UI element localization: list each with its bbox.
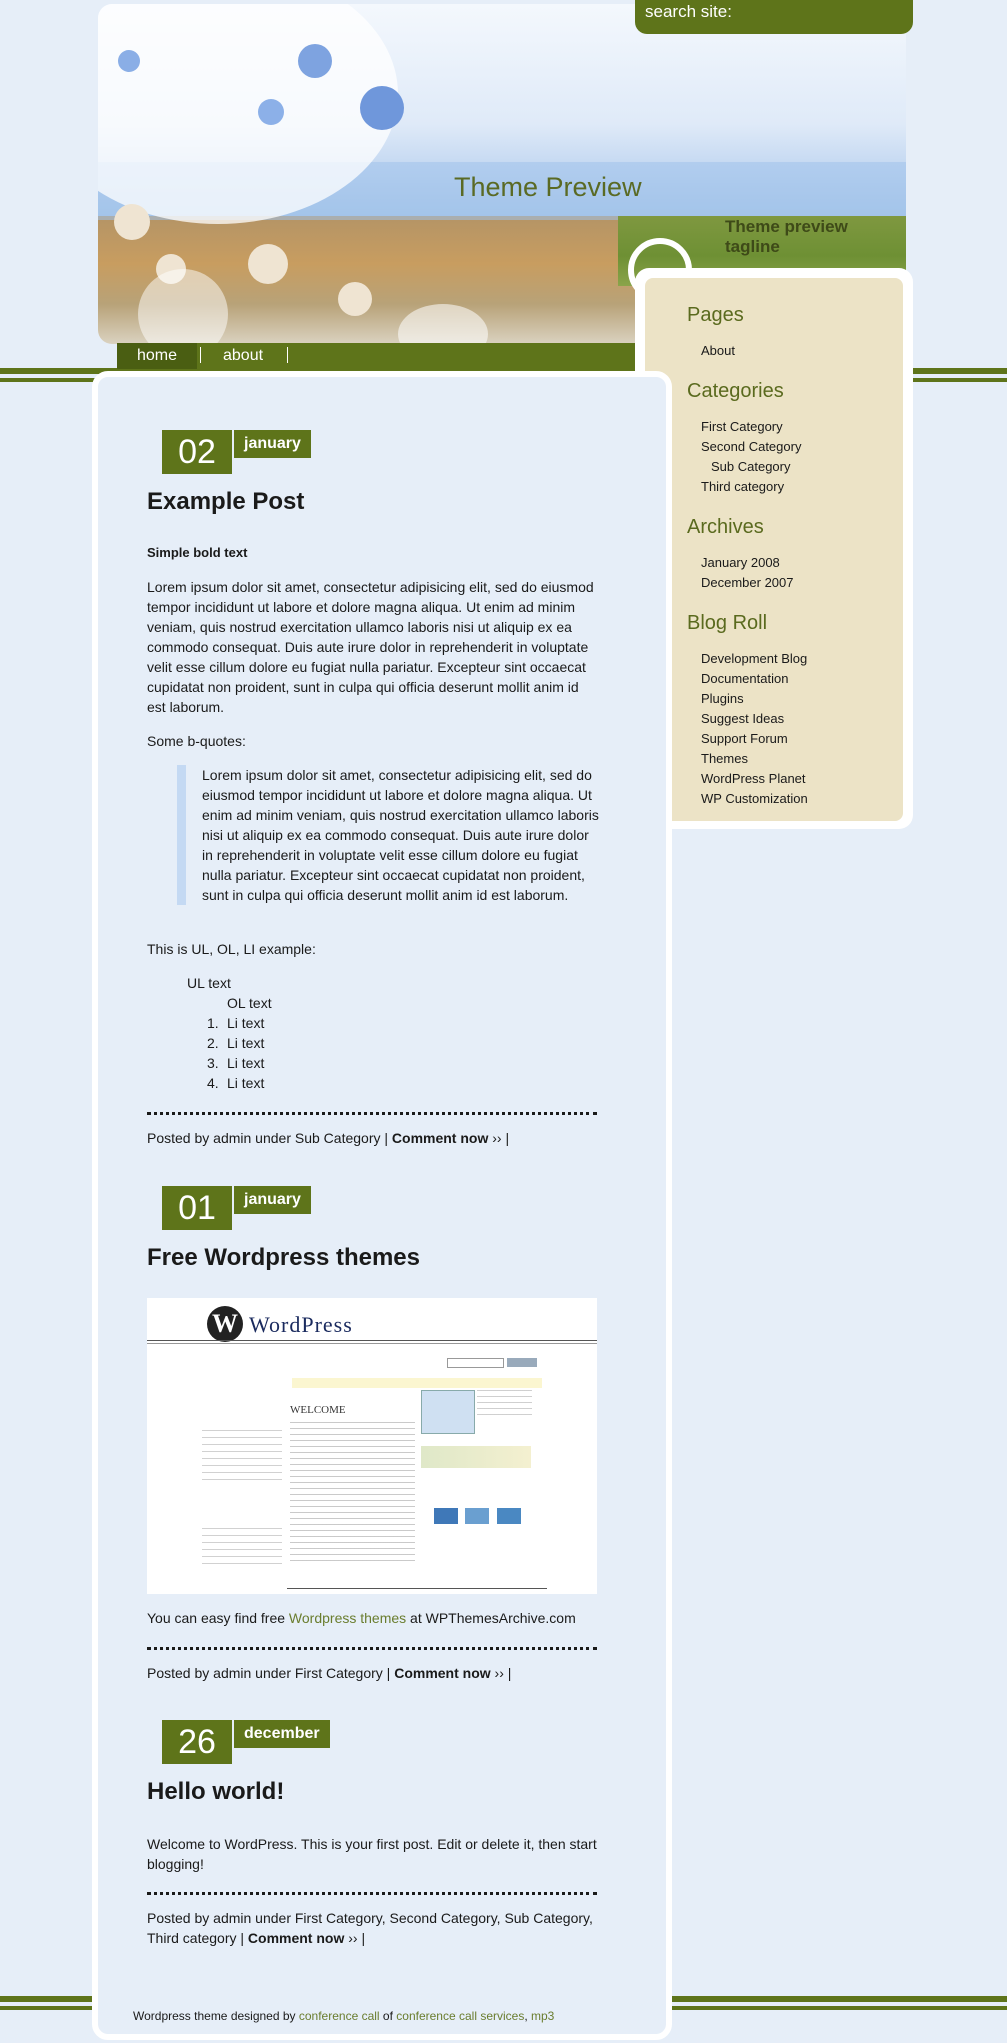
list-label: This is UL, OL, LI example: [147, 941, 316, 957]
quotes-label: Some b-quotes: [147, 733, 246, 749]
list-item: Li text [227, 1035, 265, 1051]
list-item: Li text [227, 1055, 265, 1071]
post-title[interactable]: Hello world! [147, 1778, 285, 1805]
post-meta [147, 1663, 599, 1683]
list-item: Li text [227, 1015, 265, 1031]
screenshot-thumb [465, 1508, 489, 1524]
post-month: january [234, 430, 311, 458]
screenshot-text-block [290, 1422, 415, 1562]
sidebar-item-plugins[interactable]: Plugins [701, 691, 744, 706]
post-meta-suffix: ›› | [344, 1930, 366, 1946]
screenshot-admin-thumb [421, 1390, 475, 1434]
post-divider [147, 1647, 597, 1650]
screenshot-rule [147, 1340, 597, 1341]
post-month: january [234, 1186, 311, 1214]
post-divider [147, 1892, 597, 1895]
wordpress-screenshot-image [147, 1298, 597, 1594]
screenshot-text-block [477, 1390, 532, 1420]
sidebar-item-sub-category[interactable]: Sub Category [711, 459, 791, 474]
search-box [635, 0, 913, 34]
sidebar-item-support-forum[interactable]: Support Forum [701, 731, 788, 746]
nav-home[interactable]: home [117, 343, 197, 369]
sidebar-item-third-category[interactable]: Third category [701, 479, 785, 494]
sidebar-archives-title: Archives [687, 516, 764, 538]
list-number: 3. [207, 1055, 219, 1071]
ol-text: OL text [227, 995, 272, 1011]
sidebar-blogroll-title: Blog Roll [687, 612, 768, 634]
screenshot-notice [292, 1378, 542, 1388]
screenshot-sidebar-links [202, 1528, 282, 1568]
sidebar-item-december-2007[interactable]: December 2007 [701, 575, 794, 590]
footer-link-conference-call[interactable]: conference call [298, 2009, 380, 2023]
blockquote: Lorem ipsum dolor sit amet, consectetur adipisicing elit, sed do eiusmod tempor incididunt ut labore et dolore magna aliqua. Ut enim ad minim veniam, quis nostrud exercitation ullamco laboris nisi ut aliquip ex ea commodo consequat. Duis aute irure dolor in reprehenderit in voluptate velit esse cillum dolore eu fugiat nulla pariatur. Excepteur sint occaecat cupidatat non proident, sunt in culpa qui officia deserunt mollit anim id est laborum. [177, 765, 602, 905]
post-divider [147, 1112, 597, 1115]
post-meta-text: Posted by admin under First Category, Second Category, Sub Category, Third category | [147, 1910, 593, 1946]
screenshot-sidebar-links [202, 1430, 282, 1480]
post-meta-suffix: ›› | [490, 1665, 512, 1681]
search-input[interactable] [735, 4, 899, 24]
flower-decoration [118, 50, 140, 72]
site-title[interactable]: Theme Preview [454, 172, 642, 202]
post-text-before: You can easy find free [147, 1610, 289, 1626]
sidebar-item-wp-customization[interactable]: WP Customization [701, 791, 808, 806]
post-meta-suffix: ›› | [488, 1130, 510, 1146]
sidebar-item-wordpress-planet[interactable]: WordPress Planet [701, 771, 806, 786]
flower-decoration [248, 244, 288, 284]
sidebar-item-about[interactable]: About [701, 343, 735, 358]
list-number: 4. [207, 1075, 219, 1091]
sidebar-item-documentation[interactable]: Documentation [701, 671, 789, 686]
flower-decoration [138, 269, 228, 344]
footer-separator: , [524, 2009, 532, 2023]
list-number: 1. [207, 1015, 219, 1031]
site-tagline: Theme preview tagline [725, 217, 848, 256]
wordpress-logo-icon: W [207, 1306, 243, 1342]
main-nav [117, 343, 635, 369]
screenshot-rule [287, 1588, 547, 1589]
sidebar-item-first-category[interactable]: First Category [701, 419, 783, 434]
flower-decoration [298, 44, 332, 78]
post-meta-text: Posted by admin under Sub Category | [147, 1130, 389, 1146]
post-paragraph [147, 1608, 599, 1628]
post-day: 01 [162, 1186, 232, 1230]
list-item: Li text [227, 1075, 265, 1091]
comment-link[interactable]: Comment now [391, 1130, 489, 1146]
screenshot-welcome: WELCOME [290, 1404, 346, 1416]
wordpress-themes-link[interactable]: Wordpress themes [288, 1610, 407, 1626]
footer-link-mp3[interactable]: mp3 [531, 2009, 555, 2023]
sidebar-item-development-blog[interactable]: Development Blog [701, 651, 808, 666]
post-meta-text: Posted by admin under First Category | [147, 1665, 391, 1681]
footer [133, 2009, 554, 2023]
nav-separator [200, 347, 201, 363]
nav-about[interactable]: about [223, 347, 264, 364]
flower-decoration [258, 99, 284, 125]
nav-separator [287, 347, 288, 363]
sidebar-item-january-2008[interactable]: January 2008 [701, 555, 780, 570]
wordpress-wordmark: WordPress [249, 1312, 353, 1337]
footer-link-conference-call-services[interactable]: conference call services [396, 2009, 525, 2023]
post-paragraph: Welcome to WordPress. This is your first post. Edit or delete it, then start blogging! [147, 1836, 597, 1872]
screenshot-rule [147, 1343, 597, 1344]
sidebar-categories-title: Categories [687, 380, 784, 402]
flower-decoration [398, 304, 488, 344]
footer-text: of [379, 2009, 397, 2023]
screenshot-chart [421, 1446, 531, 1468]
sidebar-item-second-category[interactable]: Second Category [701, 439, 802, 454]
list-number: 2. [207, 1035, 219, 1051]
post-day: 26 [162, 1720, 232, 1764]
flower-decoration [360, 86, 404, 130]
comment-link[interactable]: Comment now [394, 1665, 491, 1681]
sidebar-item-themes[interactable]: Themes [701, 751, 748, 766]
screenshot-thumb [497, 1508, 521, 1524]
post-title[interactable]: Free Wordpress themes [147, 1244, 420, 1271]
post-text-after: at WPThemesArchive.com [406, 1610, 576, 1626]
post-paragraph: Lorem ipsum dolor sit amet, consectetur adipisicing elit, sed do eiusmod tempor incididunt ut labore et dolore magna aliqua. Ut enim ad minim veniam, quis nostrud exercitation ullamco laboris nisi ut aliquip ex ea commodo consequat. Duis aute irure dolor in reprehenderit in voluptate velit esse cillum dolore eu fugiat nulla pariatur. Excepteur sint occaecat cupidatat non proident, sunt in culpa qui officia deserunt mollit anim id est laborum. [147, 579, 594, 715]
flower-decoration [338, 282, 372, 316]
screenshot-search-field [447, 1358, 504, 1368]
flower-decoration [114, 204, 150, 240]
post-meta [147, 1908, 599, 1948]
search-label: search site: [645, 2, 732, 21]
sidebar-pages-title: Pages [687, 304, 744, 326]
bold-text: Simple bold text [147, 545, 248, 560]
screenshot-thumb [434, 1508, 458, 1524]
post-day: 02 [162, 430, 232, 474]
screenshot-search-button [507, 1358, 537, 1367]
comment-link[interactable]: Comment now [247, 1930, 345, 1946]
post-meta [147, 1128, 599, 1148]
sidebar-item-suggest-ideas[interactable]: Suggest Ideas [701, 711, 785, 726]
footer-text: Wordpress theme designed by [133, 2009, 299, 2023]
ul-text: UL text [187, 975, 231, 991]
post-month: december [234, 1720, 330, 1748]
post-title[interactable]: Example Post [147, 488, 305, 515]
